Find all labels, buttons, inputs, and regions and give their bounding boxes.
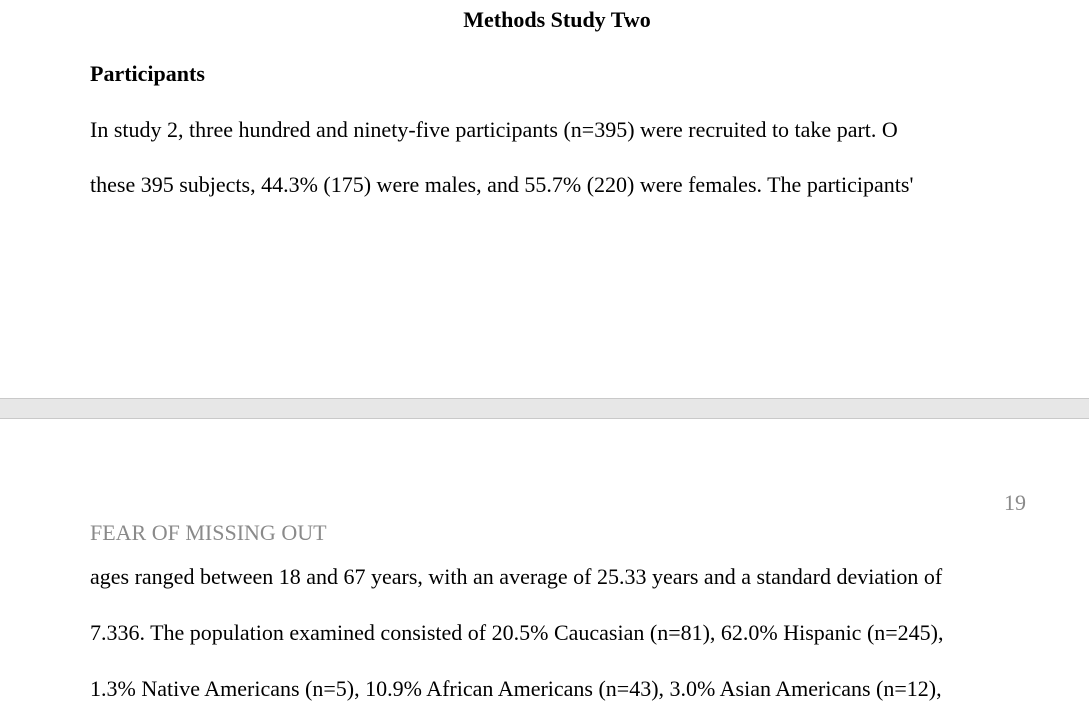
body-paragraph-line[interactable]: these 395 subjects, 44.3% (175) were males, and 55.7% (220) were females. The participants' (90, 172, 914, 197)
page-break-separator (0, 398, 1089, 419)
section-title[interactable]: Methods Study Two (463, 7, 651, 32)
running-head[interactable]: FEAR OF MISSING OUT (90, 520, 327, 545)
body-paragraph-line[interactable]: ages ranged between 18 and 67 years, with an average of 25.33 years and a standard deviation of (90, 564, 943, 589)
body-paragraph-line[interactable]: 7.336. The population examined consisted of 20.5% Caucasian (n=81), 62.0% Hispanic (n=245), (90, 620, 944, 645)
body-paragraph-line[interactable]: In study 2, three hundred and ninety-five participants (n=395) were recruited to take part. O (90, 117, 898, 142)
body-paragraph-line[interactable]: 1.3% Native Americans (n=5), 10.9% African Americans (n=43), 3.0% Asian Americans (n=12), (90, 676, 942, 701)
participants-heading[interactable]: Participants (90, 61, 205, 86)
page-number: 19 (1004, 490, 1026, 515)
